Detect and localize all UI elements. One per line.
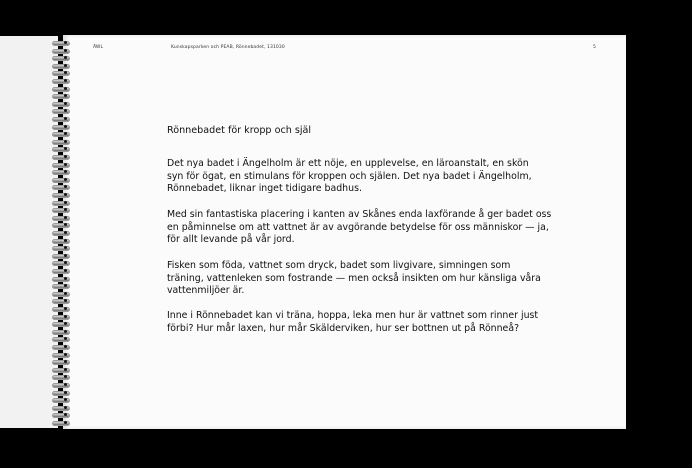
spiral-ring [50,260,72,266]
spiral-ring [50,55,72,61]
spiral-ring [50,139,72,145]
spiral-ring [50,268,72,274]
paragraph-line: Det nya badet i Ängelholm är ett nöje, en upplevelse, en läroanstalt, en skön [167,158,529,169]
spiral-ring [50,382,72,388]
spiral-ring [50,321,72,327]
spiral-ring [50,412,72,418]
spiral-ring [50,86,72,92]
spiral-ring [50,192,72,198]
paragraph-2 [167,209,607,247]
spiral-ring [50,101,72,107]
paragraph-line: Inne i Rönnebadet kan vi träna, hoppa, leka men hur är vattnet som rinner just [167,310,539,321]
paragraph-4 [167,310,607,335]
spiral-ring [50,390,72,396]
paragraph-line: vattenmiljöer är. [167,285,245,297]
spiral-ring [50,207,72,213]
spiral-ring [50,397,72,403]
spiral-ring [50,215,72,221]
spiral-ring [50,276,72,282]
spiral-ring [50,359,72,365]
spiral-ring [50,63,72,69]
spiral-ring [50,230,72,236]
spiral-binding [50,40,72,428]
spiral-ring [50,40,72,46]
spiral-ring [50,200,72,206]
spiral-ring [50,405,72,411]
spiral-ring [50,48,72,54]
paragraph-line: för allt levande på vår jord. [167,234,295,246]
spiral-ring [50,222,72,228]
spiral-ring [50,116,72,122]
spiral-ring [50,146,72,152]
paragraph-line: Rönnebadet, liknar inget tidigare badhus. [167,183,362,195]
spiral-ring [50,314,72,320]
spiral-ring [50,184,72,190]
spiral-ring [50,329,72,335]
spiral-ring [50,177,72,183]
spiral-ring [50,420,72,426]
page-number: 5 [593,45,596,50]
right-page [63,35,626,429]
paragraph-line: syn för ögat, en stimulans för kroppen och själen. Det nya badet i Ängelholm, [167,170,532,182]
spiral-ring [50,108,72,114]
spiral-ring [50,154,72,160]
spiral-ring [50,336,72,342]
header-title: Kunskapsparken och PEAB, Rönnebadet, 131030 [171,45,285,50]
paragraph-line: Med sin fantastiska placering i kanten av Skånes enda laxförande å ger badet oss [167,209,552,220]
spiral-ring [50,78,72,84]
spiral-ring [50,291,72,297]
spiral-ring [50,169,72,175]
spiral-ring [50,367,72,373]
paragraph-line: träning, vattenleken som fostrande — men också insikten om hur känsliga våra [167,272,541,284]
spiral-ring [50,70,72,76]
spiral-ring [50,93,72,99]
spiral-ring [50,352,72,358]
spiral-ring [50,344,72,350]
paragraph-line: Fisken som föda, vattnet som dryck, badet som livgivare, simningen som [167,260,511,271]
paragraph-line: en påminnelse om att vattnet är av avgörande betydelse för oss människor — ja, [167,221,549,233]
paragraph-line: förbi? Hur mår laxen, hur mår Skälderviken, hur ser bottnen ut på Rönneå? [167,322,520,334]
header-author: ÄWL [93,45,104,50]
paragraph-3 [167,260,607,298]
spiral-ring [50,374,72,380]
spiral-ring [50,245,72,251]
spiral-ring [50,238,72,244]
spiral-ring [50,283,72,289]
page-heading: Rönnebadet för kropp och själ [167,125,312,136]
spiral-ring [50,306,72,312]
paragraph-1 [167,158,607,196]
spiral-ring [50,131,72,137]
spiral-ring [50,253,72,259]
spiral-ring [50,298,72,304]
spiral-ring [50,162,72,168]
spiral-ring [50,124,72,130]
